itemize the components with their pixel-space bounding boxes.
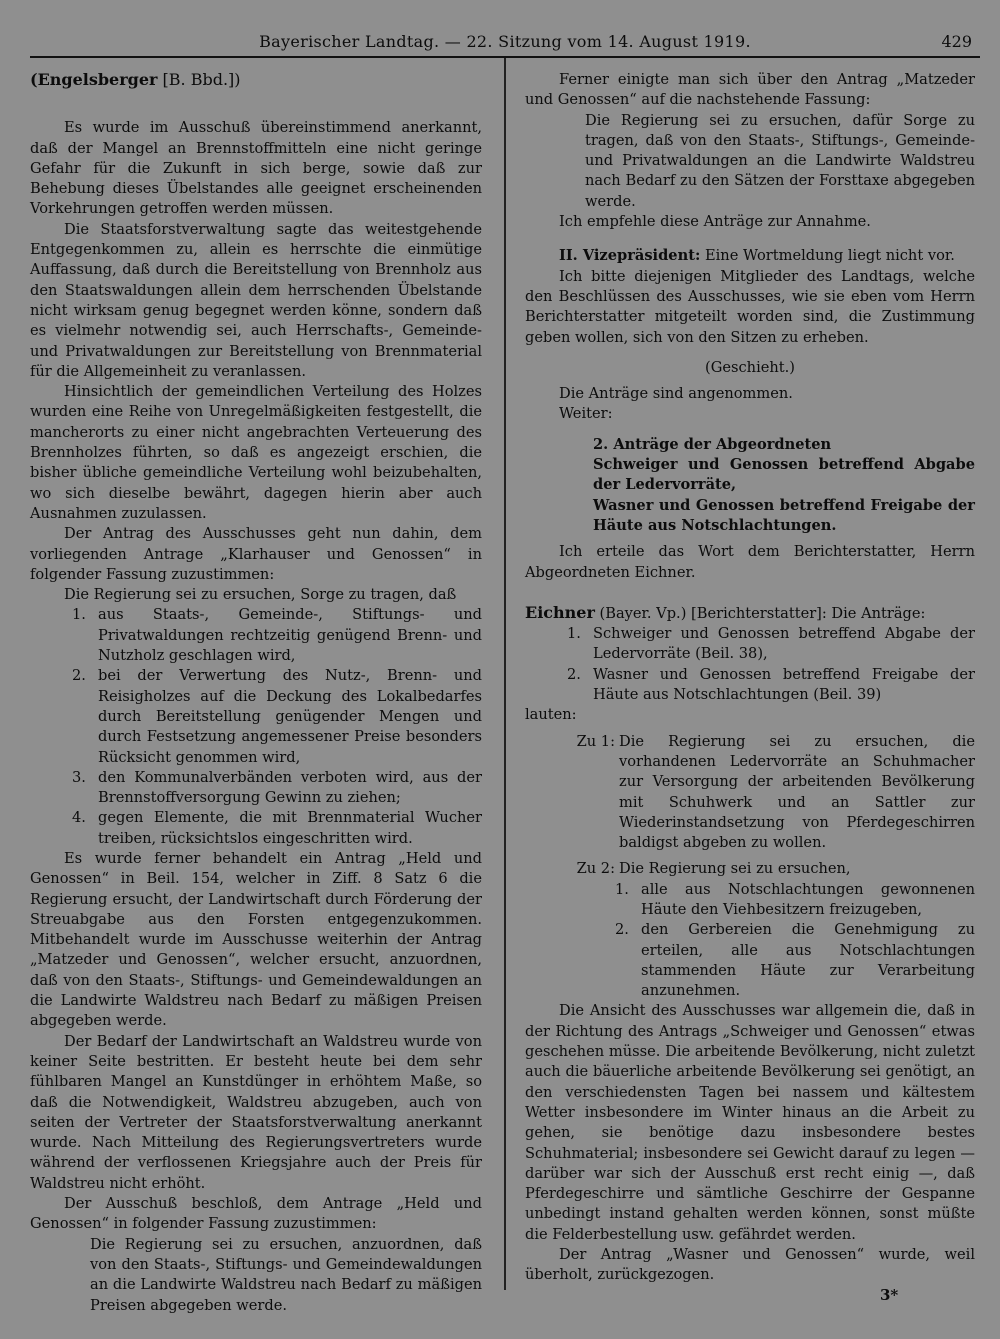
paragraph: lauten: [525,706,577,724]
motion-list [30,605,482,849]
list-text: Schweiger und Genossen betreffend Abgabe der Ledervorräte (Beil. 38), [593,625,975,663]
header-title: Bayerischer Landtag. — 22. Sitzung vom 14. August 1919. [259,32,751,51]
paragraph: Ich empfehle diese Anträge zur Annahme. [559,213,871,231]
speaker-heading [30,70,482,90]
paragraph: Ich erteile das Wort dem Berichterstatter, Herrn Abgeordneten Eichner. [525,543,975,581]
motion-text: Die Regierung sei zu ersuchen, anzuordnen, daß von den Staats-, Stiftungs- und Gemeindewaldungen an die Landwirte Waldstreu nach Bedarf zu mäßigen Preisen abgegeben werde. [90,1235,482,1314]
column-divider [504,58,506,1290]
list-item [615,920,975,1001]
motion-label: Zu 2: [576,860,615,878]
paragraph: Die Staatsforstverwaltung sagte das weitestgehende Entgegenkommen zu, allein es herrschte die einmütige Auffassung, daß durch die Bereitstellung von Brennholz aus den Staatswaldungen allein dem herrschenden Übelstande nicht wirksam genug begegnet werden könne, sondern daß es vielmehr notwendig sei, auch Herrschafts-, Gemeinde- und Privatwaldungen zur Bereitstellung von Brennmaterial für die Allgemeinheit zu veranlassen. [30,220,482,380]
list-item [72,768,482,809]
paragraph: Es wurde ferner behandelt ein Antrag „Held und Genossen“ in Beil. 154, welcher in Ziff. 8 Satz 6 die Regierung ersucht, der Landwirtschaft durch Förderung der Streuabgabe aus den Forsten entgegenzukommen. Mitbehandelt wurde im Ausschusse weiterhin der Antrag „Matzeder und Genossen“, welcher ersucht, anzuordnen, daß von den Staats-, Stiftungs- und Gemeindewaldungen an die Landwirte Waldstreu nach Bedarf zu mäßigen Preisen abgegeben werde. [30,849,482,1030]
motion-text: Die Regierung sei zu ersuchen, dafür Sorge zu tragen, daß von den Staats-, Stiftungs-, Gemeinde- und Privatwaldungen an die Landwirte Waldstreu nach Bedarf zu den Sätzen der Forsttaxe abgegeben werde. [585,111,975,210]
paragraph: Der Bedarf der Landwirtschaft an Waldstreu wurde von keiner Seite bestritten. Er besteht heute bei dem sehr fühlbaren Mangel an Kunstdünger in erhöhtem Maße, so daß die Notwendigkeit, Waldstreu abzugeben, auch von seiten der Vertreter der Staatsforstverwaltung anerkannt wurde. Nach Mitteilung des Regierungsvertreters wurde während der verflossenen Kriegsjahre auch der Preis für Waldstreu nicht erhöht. [30,1032,482,1192]
vice-president-statement [525,246,975,266]
list-text: gegen Elemente, die mit Brennmaterial Wucher treiben, rücksichtslos eingeschritten wird. [98,809,482,847]
paragraph: Die Anträge sind angenommen. [559,385,793,403]
signature-mark: 3* [880,1286,899,1304]
paragraph: Weiter: [559,405,613,423]
list-text: den Gerbereien die Genehmigung zu erteilen, alle aus Notschlachtungen stammenden Häute zur Verarbeitung anzunehmen. [641,921,975,1000]
paragraph: Ferner einigte man sich über den Antrag „Matzeder und Genossen“ auf die nachstehende Fassung: [525,71,975,109]
motion-text [615,859,975,1001]
list-number: 2. [567,665,581,683]
motion-list [525,624,975,705]
list-text: Wasner und Genossen betreffend Freigabe der Häute aus Notschlachtungen (Beil. 39) [593,665,975,704]
list-number: 1. [72,606,86,624]
motion-zu1 [525,732,975,854]
page-number: 429 [941,32,972,51]
page-header [30,26,980,58]
list-text: den Kommunalverbänden verboten wird, aus der Brennstoffversorgung Gewinn zu ziehen; [98,768,482,807]
motion-label: Zu 1: [576,732,615,750]
list-text: bei der Verwertung des Nutz-, Brenn- und Reisigholzes auf die Deckung des Lokalbedarfes durch Bereitstellung genügender Mengen und durch Festsetzung angemessener Preise besonders Rücksicht genommen wird, [98,667,482,766]
speaker-party: [B. Bbd.]) [157,70,241,89]
paragraph: Der Ausschuß beschloß, dem Antrage „Held und Genossen“ in folgender Fassung zuzustimmen: [30,1195,482,1233]
list-number: 2. [72,667,86,685]
list-item [567,624,975,665]
vice-president-name: II. Vizepräsident: [559,247,701,265]
agenda-title: 2. Anträge der Abgeordneten [593,435,832,453]
paragraph: Ich bitte diejenigen Mitglieder des Landtags, welche den Beschlüssen des Ausschusses, wie sie eben vom Herrn Berichterstatter mitgeteilt worden sind, die Zustimmung geben wollen, sich von den Sitzen zu erheben. [525,267,975,346]
list-number: 2. [615,921,629,939]
motion-text: Die Regierung sei zu ersuchen, Sorge zu tragen, daß [64,586,457,604]
speaker-statement [525,603,975,624]
vice-president-text: Eine Wortmeldung liegt nicht vor. [700,247,955,265]
speaker-name: Eichner [525,602,595,622]
left-column [30,70,482,1316]
list-number: 1. [615,880,629,898]
motion-zu2 [525,859,975,1001]
paragraph: Es wurde im Ausschuß übereinstimmend anerkannt, daß der Mangel an Brennstoffmitteln eine nicht geringe Gefahr für die Zukunft in sich berge, sowie daß zur Behebung dieses Übelstandes alle geeignet erscheinenden Vorkehrungen getroffen werden müssen. [30,119,482,218]
paragraph: Hinsichtlich der gemeindlichen Verteilung des Holzes wurden eine Reihe von Unregelmäßigkeiten festgestellt, die mancherorts zu einer nicht angebrachten Verteuerung des Brennholzes führten, so daß es angezeigt erschien, die bisher übliche gemeindliche Verteilung wohl beizubehalten, wo sich dieselbe bewährt, dagegen hierin aber auch Ausnahmen zuzulassen. [30,383,482,522]
stage-direction: (Geschieht.) [705,358,795,376]
list-number: 4. [72,809,86,827]
list-item [72,605,482,666]
list-text: alle aus Notschlachtungen gewonnenen Häute den Viehbesitzern freizugeben, [641,880,975,918]
list-item [72,666,482,767]
agenda-item: Schweiger und Genossen betreffend Abgabe der Ledervorräte, [593,456,975,494]
motion-list [615,880,975,1002]
list-item [615,880,975,921]
right-column [525,70,975,1286]
list-text: aus Staats-, Gemeinde-, Stiftungs- und Privatwaldungen rechtzeitig genügend Brenn- und Nutzholz geschlagen wird, [98,606,482,665]
agenda-item: Wasner und Genossen betreffend Freigabe der Häute aus Notschlachtungen. [593,496,975,534]
speaker-role: (Bayer. Vp.) [Berichterstatter]: Die Anträge: [594,604,926,622]
agenda-heading [525,435,975,536]
list-item [567,665,975,706]
list-number: 3. [72,768,86,786]
paragraph: Der Antrag des Ausschusses geht nun dahin, dem vorliegenden Antrage „Klarhauser und Genossen“ in folgender Fassung zuzustimmen: [30,525,482,583]
paragraph: Die Ansicht des Ausschusses war allgemein die, daß in der Richtung des Antrags „Schweiger und Genossen“ etwas geschehen müsse. Die arbeitende Bevölkerung, nicht zuletzt auch die bäuerliche arbeitende Bevölkerung sei genötigt, an den verschiedensten Tagen bei nassem und kältestem Wetter insbesondere im Winter hinaus an die Arbeit zu gehen, sie benötige dazu insbesondere bestes Schuhmaterial; insbesondere sei Gewicht darauf zu legen — darüber war sich der Ausschuß erst recht einig —, daß Pferdegeschirre und sämtliche Geschirre der Gespanne unbedingt instand gehalten werden können, sonst müßte die Felderbestellung usw. gefährdet werden. [525,1002,975,1243]
list-number: 1. [567,625,581,643]
paragraph: Der Antrag „Wasner und Genossen“ wurde, weil überholt, zurückgezogen. [525,1246,975,1284]
motion-intro: Die Regierung sei zu ersuchen, [619,860,851,878]
speaker-name: (Engelsberger [30,70,158,89]
motion-text: Die Regierung sei zu ersuchen, die vorhandenen Ledervorräte an Schuhmacher zur Versorgung der arbeitenden Bevölkerung mit Schuhwerk und an Sattler zur Wiederinstandsetzung von Pferdegeschirren baldigst abgeben zu wollen. [619,732,975,852]
list-item [72,808,482,849]
